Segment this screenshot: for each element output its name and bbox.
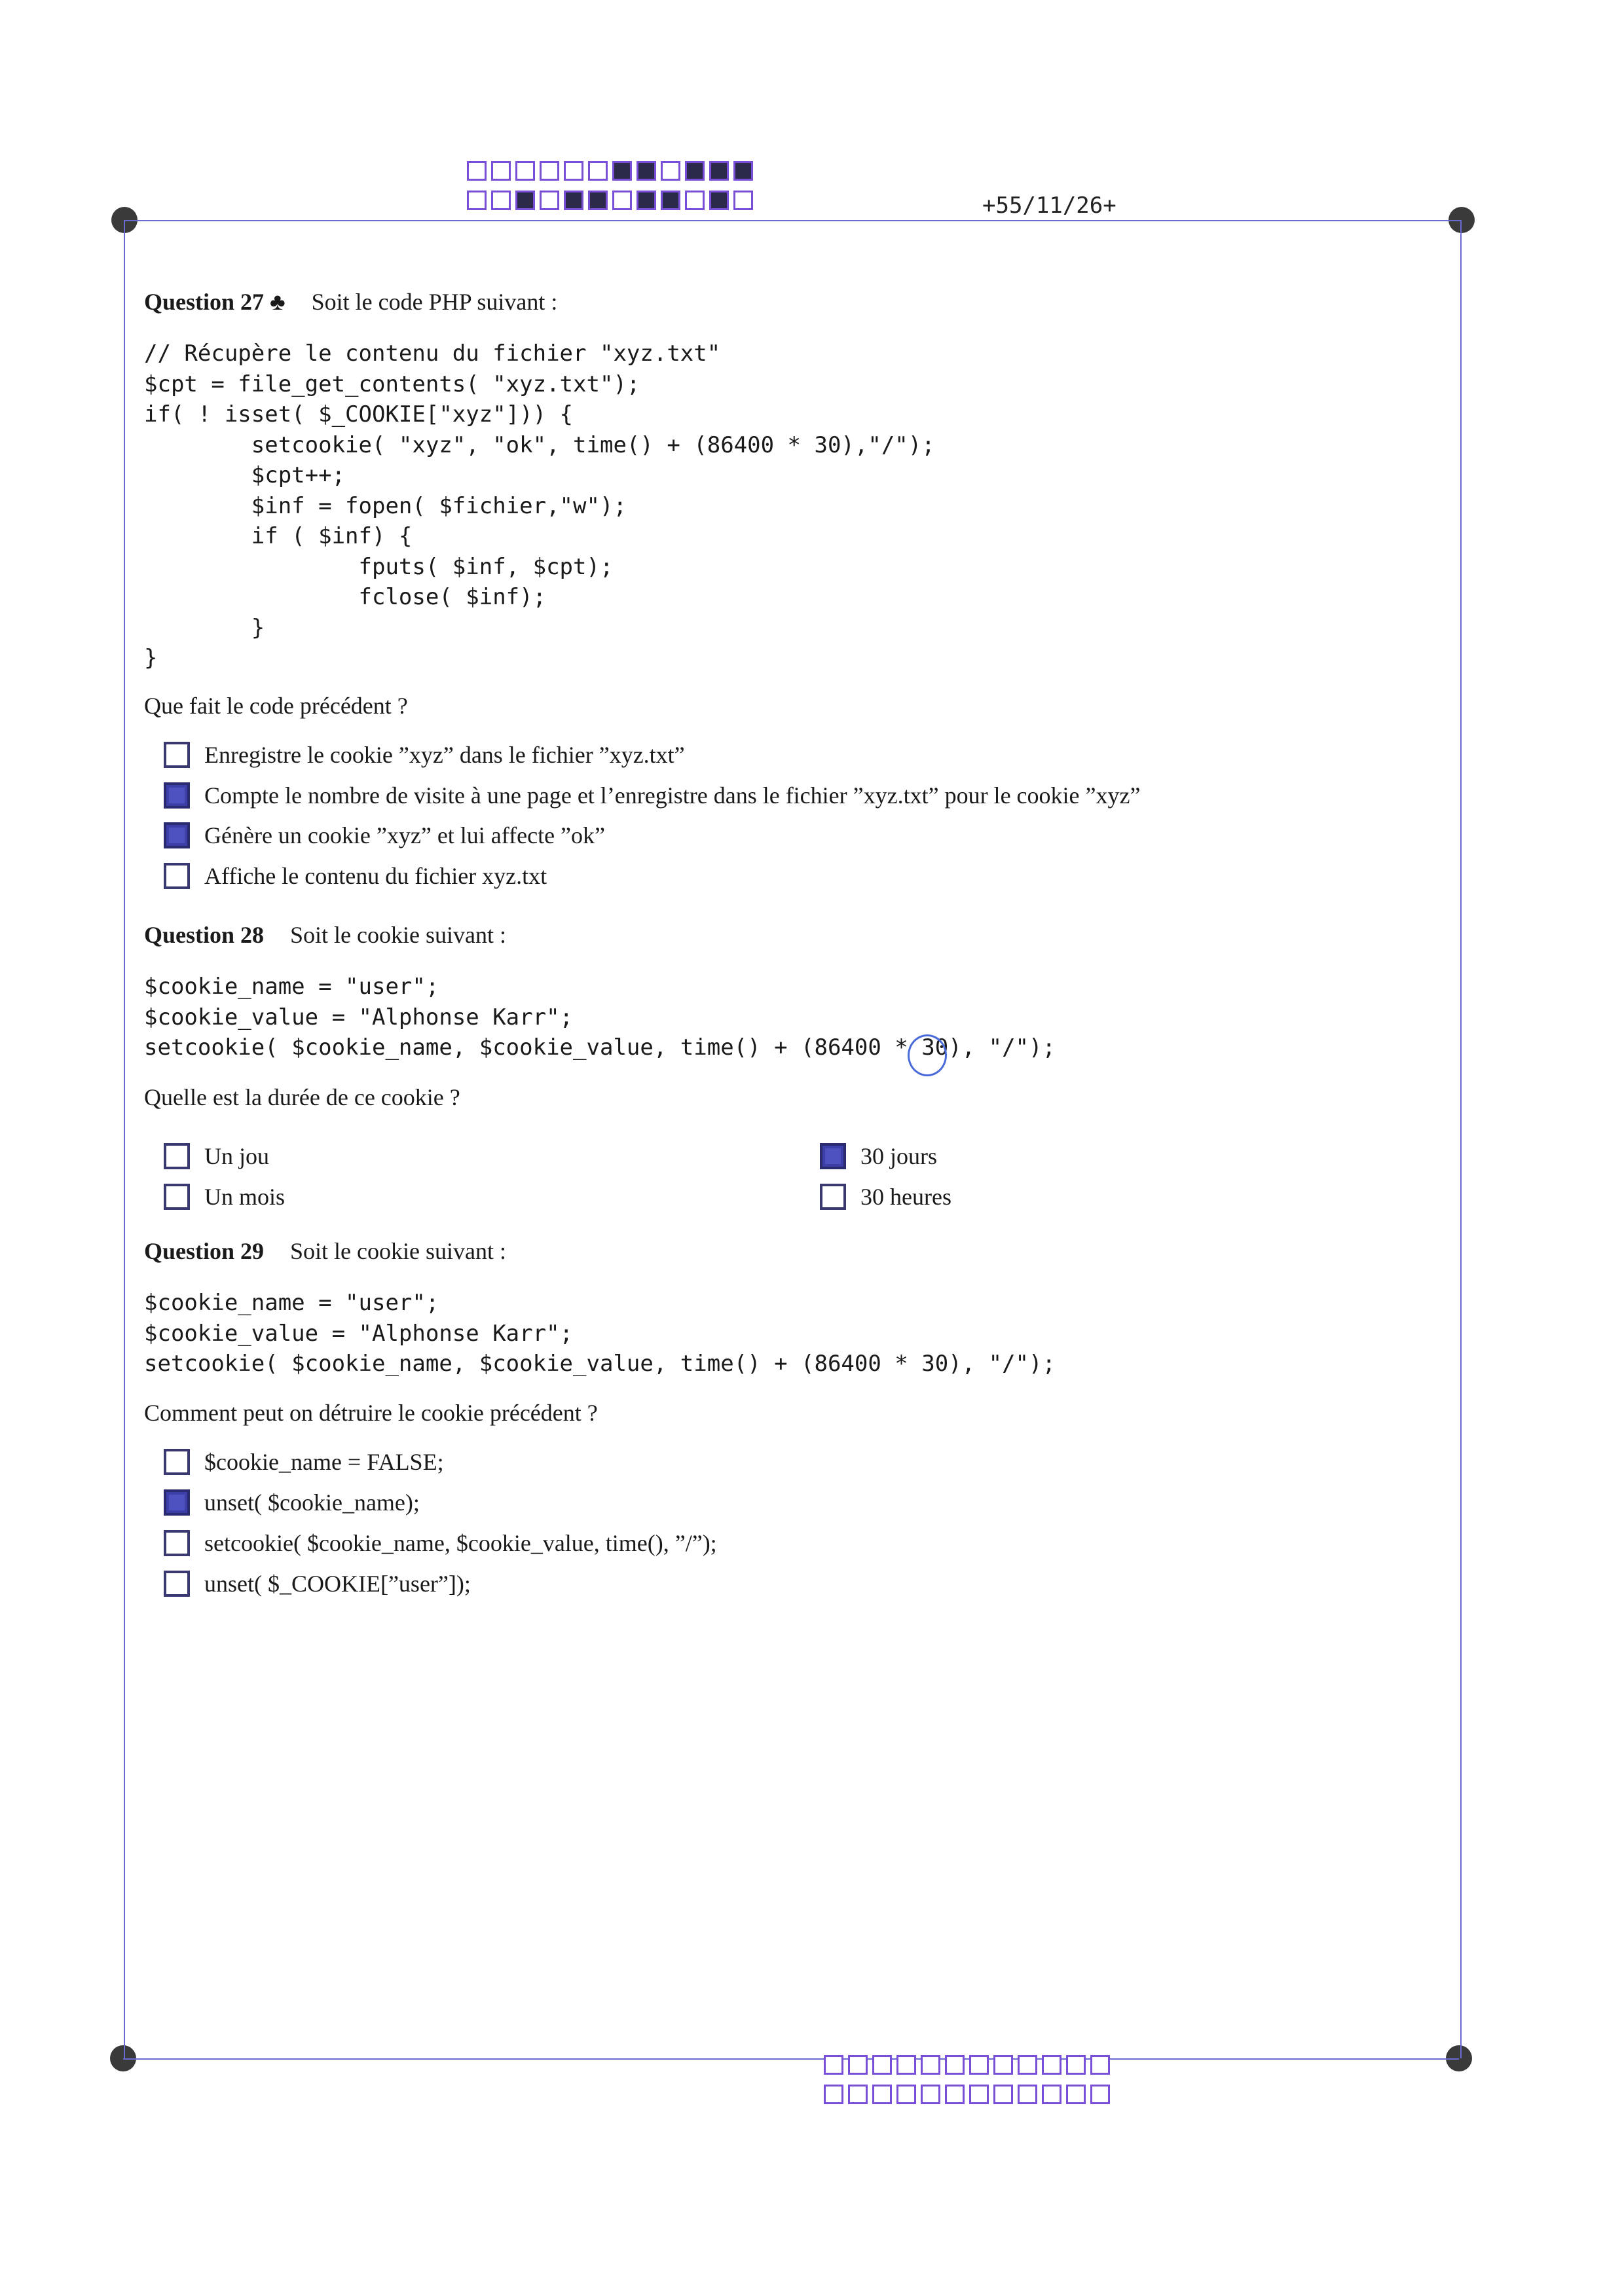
- barcode-cell: [969, 2055, 989, 2075]
- question-28-prompt: Quelle est la durée de ce cookie ?: [144, 1084, 460, 1110]
- checkbox[interactable]: [820, 1184, 846, 1210]
- choice-label: unset( $cookie_name);: [204, 1489, 420, 1516]
- barcode-cell: [896, 2055, 916, 2075]
- barcode-bottom-row-2: [824, 2085, 1115, 2104]
- barcode-cell: [921, 2085, 940, 2104]
- choice-label: setcookie( $cookie_name, $cookie_value, time(), ”/”);: [204, 1530, 717, 1556]
- checkbox-checked[interactable]: [820, 1143, 846, 1169]
- q28-choice-3[interactable]: [164, 1183, 285, 1211]
- question-28-label: Question 28: [144, 922, 265, 948]
- frame-right: [1460, 220, 1462, 2058]
- barcode-cell: [588, 161, 608, 181]
- q28-choice-2[interactable]: [820, 1142, 937, 1170]
- q27-choice-3[interactable]: [164, 822, 605, 849]
- choice-label: Affiche le contenu du fichier xyz.txt: [204, 863, 547, 889]
- barcode-cell: [467, 161, 487, 181]
- choice-label: $cookie_name = FALSE;: [204, 1449, 444, 1475]
- barcode-cell: [848, 2055, 868, 2075]
- barcode-cell: [1090, 2055, 1110, 2075]
- barcode-cell: [896, 2085, 916, 2104]
- question-29-label: Question 29: [144, 1238, 265, 1264]
- barcode-cell: [612, 161, 632, 181]
- barcode-cell: [515, 161, 535, 181]
- question-29-prompt: Comment peut on détruire le cookie précédent ?: [144, 1400, 598, 1426]
- frame-left: [124, 220, 125, 2058]
- barcode-cell: [1018, 2055, 1037, 2075]
- barcode-cell: [969, 2085, 989, 2104]
- choice-label: Un mois: [204, 1184, 286, 1210]
- question-29-title: [144, 1237, 506, 1265]
- barcode-cell: [661, 161, 680, 181]
- question-27-title: [144, 288, 557, 316]
- barcode-cell: [709, 191, 729, 210]
- barcode-cell: [564, 161, 583, 181]
- page-id: +55/11/26+: [982, 192, 1116, 219]
- q27-choice-4[interactable]: [164, 862, 547, 890]
- choice-label: 30 jours: [860, 1143, 937, 1169]
- barcode-cell: [945, 2085, 965, 2104]
- choice-label: Un jou: [204, 1143, 269, 1169]
- q27-choice-2[interactable]: [164, 782, 1140, 809]
- question-28-title: [144, 921, 506, 949]
- barcode-cell: [1042, 2085, 1061, 2104]
- checkbox[interactable]: [164, 863, 190, 889]
- barcode-cell: [824, 2085, 843, 2104]
- barcode-cell: [661, 191, 680, 210]
- barcode-cell: [709, 161, 729, 181]
- question-28-intro: Soit le cookie suivant :: [290, 922, 506, 948]
- question-28-code: $cookie_name = "user"; $cookie_value = "Alphonse Karr"; setcookie( $cookie_name, $cookie_value, time() + (86400 * 30), "/");: [144, 974, 1056, 1061]
- q29-choice-3[interactable]: [164, 1529, 717, 1557]
- barcode-cell: [848, 2085, 868, 2104]
- barcode-cell: [515, 191, 535, 210]
- barcode-cell: [945, 2055, 965, 2075]
- barcode-cell: [1066, 2085, 1086, 2104]
- barcode-cell: [491, 161, 511, 181]
- checkbox-checked[interactable]: [164, 822, 190, 848]
- barcode-cell: [540, 191, 559, 210]
- q28-choice-4[interactable]: [820, 1183, 951, 1211]
- barcode-cell: [733, 161, 753, 181]
- barcode-cell: [637, 161, 656, 181]
- question-29-intro: Soit le cookie suivant :: [290, 1238, 506, 1264]
- barcode-cell: [588, 191, 608, 210]
- barcode-top-row-2: [467, 191, 758, 210]
- checkbox[interactable]: [164, 1184, 190, 1210]
- checkbox-checked[interactable]: [164, 782, 190, 809]
- q28-choice-1[interactable]: [164, 1142, 269, 1170]
- frame-bottom: [123, 2058, 1459, 2060]
- checkbox[interactable]: [164, 1530, 190, 1556]
- checkbox[interactable]: [164, 1449, 190, 1475]
- barcode-cell: [993, 2055, 1013, 2075]
- q29-choice-4[interactable]: [164, 1570, 471, 1597]
- checkbox[interactable]: [164, 742, 190, 768]
- question-27-label: Question 27 ♣: [144, 289, 286, 315]
- checkbox-checked[interactable]: [164, 1489, 190, 1516]
- question-29-code: $cookie_name = "user"; $cookie_value = "Alphonse Karr"; setcookie( $cookie_name, $cookie_value, time() + (86400 * 30), "/");: [144, 1290, 1056, 1377]
- barcode-cell: [564, 191, 583, 210]
- choice-label: 30 heures: [860, 1184, 951, 1210]
- barcode-cell: [1018, 2085, 1037, 2104]
- barcode-cell: [685, 161, 705, 181]
- barcode-cell: [685, 191, 705, 210]
- question-27-prompt: Que fait le code précédent ?: [144, 693, 408, 719]
- barcode-bottom-row-1: [824, 2055, 1115, 2075]
- frame-top: [124, 220, 1462, 221]
- barcode-cell: [637, 191, 656, 210]
- barcode-cell: [872, 2085, 892, 2104]
- barcode-cell: [1066, 2055, 1086, 2075]
- q27-choice-1[interactable]: [164, 741, 685, 769]
- barcode-cell: [824, 2055, 843, 2075]
- barcode-cell: [733, 191, 753, 210]
- barcode-cell: [1042, 2055, 1061, 2075]
- q29-choice-2[interactable]: [164, 1489, 420, 1516]
- barcode-cell: [1090, 2085, 1110, 2104]
- barcode-cell: [540, 161, 559, 181]
- barcode-cell: [872, 2055, 892, 2075]
- barcode-cell: [491, 191, 511, 210]
- checkbox[interactable]: [164, 1571, 190, 1597]
- barcode-cell: [993, 2085, 1013, 2104]
- choice-label: Enregistre le cookie ”xyz” dans le fichier ”xyz.txt”: [204, 742, 685, 768]
- choice-label: Compte le nombre de visite à une page et l’enregistre dans le fichier ”xyz.txt” pour le cookie ”xyz”: [204, 782, 1141, 809]
- choice-label: unset( $_COOKIE[”user”]);: [204, 1571, 471, 1597]
- barcode-top-row-1: [467, 161, 758, 181]
- barcode-cell: [921, 2055, 940, 2075]
- barcode-cell: [467, 191, 487, 210]
- question-27-intro: Soit le code PHP suivant :: [311, 289, 558, 315]
- choice-label: Génère un cookie ”xyz” et lui affecte ”ok”: [204, 822, 605, 848]
- question-27-code: // Récupère le contenu du fichier "xyz.txt" $cpt = file_get_contents( "xyz.txt"); if( ! isset( $_COOKIE["xyz"])) { setcookie( "xyz", "ok", time() + (86400 * 30),"/"); $cpt++; $inf = fopen( $fichier,"w"); if ( $inf) { fputs( $inf, $cpt); fclose( $inf); } }: [144, 340, 935, 671]
- q29-choice-1[interactable]: [164, 1448, 444, 1476]
- pen-circle-mark: [908, 1034, 947, 1076]
- barcode-cell: [612, 191, 632, 210]
- checkbox[interactable]: [164, 1143, 190, 1169]
